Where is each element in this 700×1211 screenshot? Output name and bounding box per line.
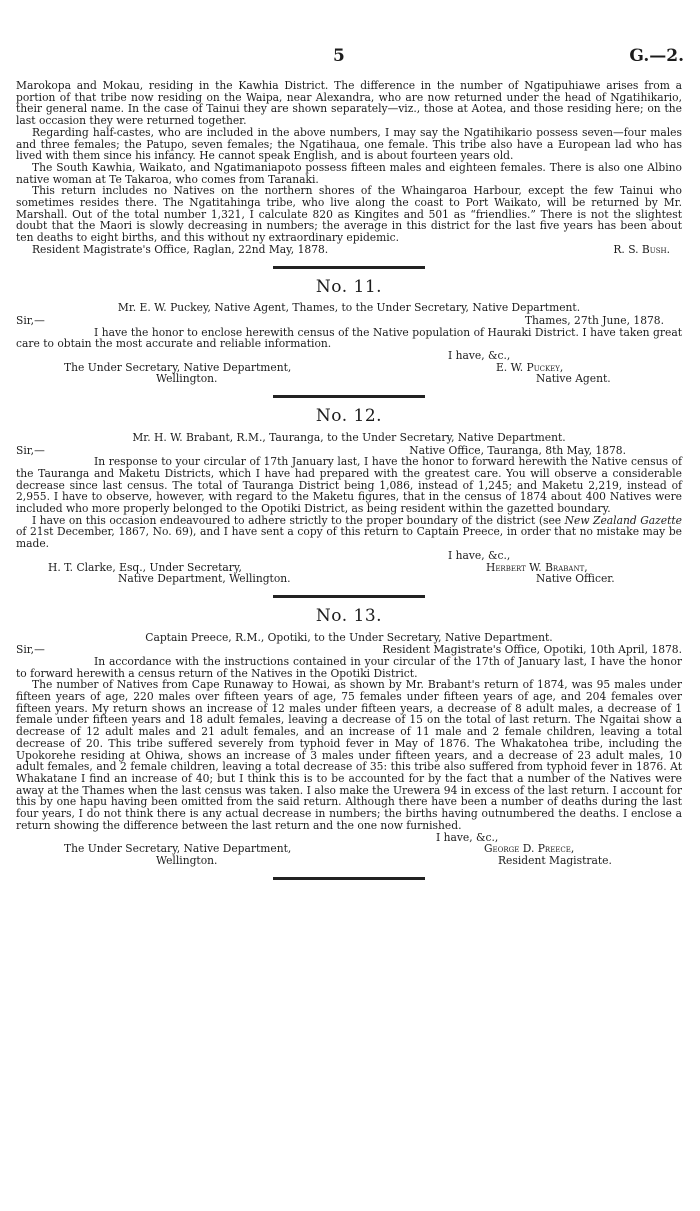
section-divider [273,877,425,880]
letter-heading: Mr. H. W. Brabant, R.M., Tauranga, to the Under Secretary, Native Department. [132,430,566,444]
body-text: I have on this occasion endeavoured to adhere strictly to the proper boundary of the district (see [32,513,565,527]
place-date: Native Office, Tauranga, 8th May, 1878. [409,443,626,457]
letter-heading: Captain Preece, R.M., Opotiki, to the Under Secretary, Native Department. [145,630,553,644]
signer-title: Native Officer. [536,572,615,586]
gazette-title: New Zealand Gazette [564,513,682,527]
closing-line [16,550,682,562]
previous-letter-continuation [16,80,682,256]
letter-no-12 [16,406,682,586]
addressee: H. T. Clarke, Esq., Under Secretary, [48,560,242,574]
signature-line [16,244,682,256]
letter-body: In response to your circular of 17th January last, I have the honor to forward herewith the Native census of the Tauranga and Maketu Districts, which I have had prepared with the greatest care. You will observe a considerable decrease since last census. The total of Tauranga District being 1,086, instead of 1,245; and Maketu 2,219, instead of 2,955. I have to observe, however, with regard to the Maketu figures, that in the census of 1874 about 400 Natives were included who more properly belonged to the Opotiki District, as being resident within the gazetted boundary. [16,455,682,515]
page-header [0,46,700,68]
closing: I have, &c., [436,830,499,844]
page-number: 5 [333,46,345,66]
signer-name: George D. Preece, [484,842,575,856]
document-reference: G.—2. [629,46,684,66]
closing-line [16,350,682,362]
letter-number: No. 13. [315,605,383,626]
letter-body: The number of Natives from Cape Runaway to Howai, as shown by Mr. Brabant's return of 1874, was 95 males under fifteen years of age, 220 males over fifteen years of age, 75 females under fifteen years of age, and 204 females over fifteen years. My return shows an increase of 12 males under fifteen years, a decrease of 8 adult males, a decrease of 1 female under fifteen years and 18 adult females, leaving a decrease of 15 on the total of last return. The Ngaitai show a decrease of 12 adult males and 21 adult females, and an increase of 11 male and 2 female children, leaving a total decrease of 20. This tribe suffered severely from typhoid fever in May of 1876. The Whakatohea tribe, including the Upokorehe residing at Ohiwa, shows an increase of 3 males under fifteen years, and a decrease of 23 adult males, 10 adult females, and 2 female children, leaving a total decrease of 35: this tribe also suffered from typhoid fever in 1876. At Whakatane I find an increase of 40; but I think this is to be accounted for by the fact that a number of the Natives were away at the Thames when the last census was taken. I also make the Urewera 94 in excess of the last return. I account for this by one hapu having been omitted from the said return. Although there have been a number of deaths during the last four years, I do not think there is any actual decrease in numbers; the births having outnumbered the deaths. I enclose a return showing the difference between the last return and the one now furnished. [16,678,682,832]
document-body [16,80,682,893]
paragraph: Regarding half-castes, who are included in the above numbers, I may say the Ngatihikario possess seven—four males and three females; the Patupo, seven females; the Ngatihaua, one female. This tribe also have a European lad who has lived with them since his infancy. He cannot speak English, and is about fourteen years old. [16,125,682,163]
addressee: The Under Secretary, Native Department, [64,360,292,374]
addressee-city: Wellington. [156,372,218,386]
letter-no-11 [16,276,682,386]
section-divider [273,595,425,598]
sign-name: R. S. Bush. [613,242,670,256]
section-divider [273,395,425,398]
address-line-2 [16,855,682,867]
paragraph: The South Kawhia, Waikato, and Ngatimaniapoto possess fifteen males and eighteen females. There is also one Albino native woman at Te Takaroa, who comes from Taranaki. [16,160,682,186]
closing: I have, &c., [448,349,511,363]
body-text: of 21st December, 1867, No. 69), and I have sent a copy of this return to Captain Preece, in order that no mistake may be made. [16,525,682,551]
address-line-2 [16,573,682,585]
salutation-line [16,445,682,457]
signer-name: E. W. Puckey, [496,360,564,374]
paragraph: Marokopa and Mokau, residing in the Kawhia District. The difference in the number of Ngatipuhiawe arises from a portion of that tribe now residing on the Waipa, near Alexandra, who are now returned under the head of Ngatihikario, their general name. In the case of Tainui they are shown separately—viz., those at Aotea, and those residing here; on the last occasion they were returned together. [16,79,682,128]
letter-no-13 [16,605,682,867]
closing: I have, &c., [448,548,511,562]
letter-heading: Mr. E. W. Puckey, Native Agent, Thames, to the Under Secretary, Native Department. [117,301,581,315]
letter-number: No. 11. [315,276,383,297]
signer-title: Native Agent. [536,372,611,386]
signer-title: Resident Magistrate. [498,853,612,867]
salutation-line [16,315,682,327]
paragraph: This return includes no Natives on the northern shores of the Whaingaroa Harbour, except the few Tainui who sometimes resides there. The Ngatitahinga tribe, who live along the coast to Port Waikato, will be returned by Mr. Marshall. Out of the total number 1,321, I calculate 820 as Kingites and 501 as “friendlies.” There is not the slightest doubt that the Maori is slowly decreasing in numbers; the average in this district for the last five years has been about ten deaths to eight births, and this without ny extraordinary epidemic. [16,184,682,245]
address-line-2 [16,373,682,385]
sign-office: Resident Magistrate's Office, Raglan, 22nd May, 1878. [32,242,329,256]
letter-body: I have the honor to enclose herewith census of the Native population of Hauraki District. I have taken great care to obtain the most accurate and reliable information. [16,325,682,351]
addressee-department: Native Department, Wellington. [118,572,291,586]
addressee-city: Wellington. [156,853,218,867]
letter-body: In accordance with the instructions contained in your circular of the 17th of January last, I have the honor to forward herewith a census return of the Natives in the Opotiki District. [16,654,682,680]
addressee: The Under Secretary, Native Department, [64,842,292,856]
salutation-line [16,644,682,656]
letter-body [16,515,682,550]
salutation: Sir,— [16,313,45,327]
place-date: Thames, 27th June, 1878. [524,313,664,327]
salutation: Sir,— [16,643,45,657]
salutation: Sir,— [16,443,45,457]
place-date: Resident Magistrate's Office, Opotiki, 10th April, 1878. [382,643,682,657]
signer-name: Herbert W. Brabant, [486,560,588,574]
section-divider [273,266,425,269]
letter-number: No. 12. [315,406,383,427]
